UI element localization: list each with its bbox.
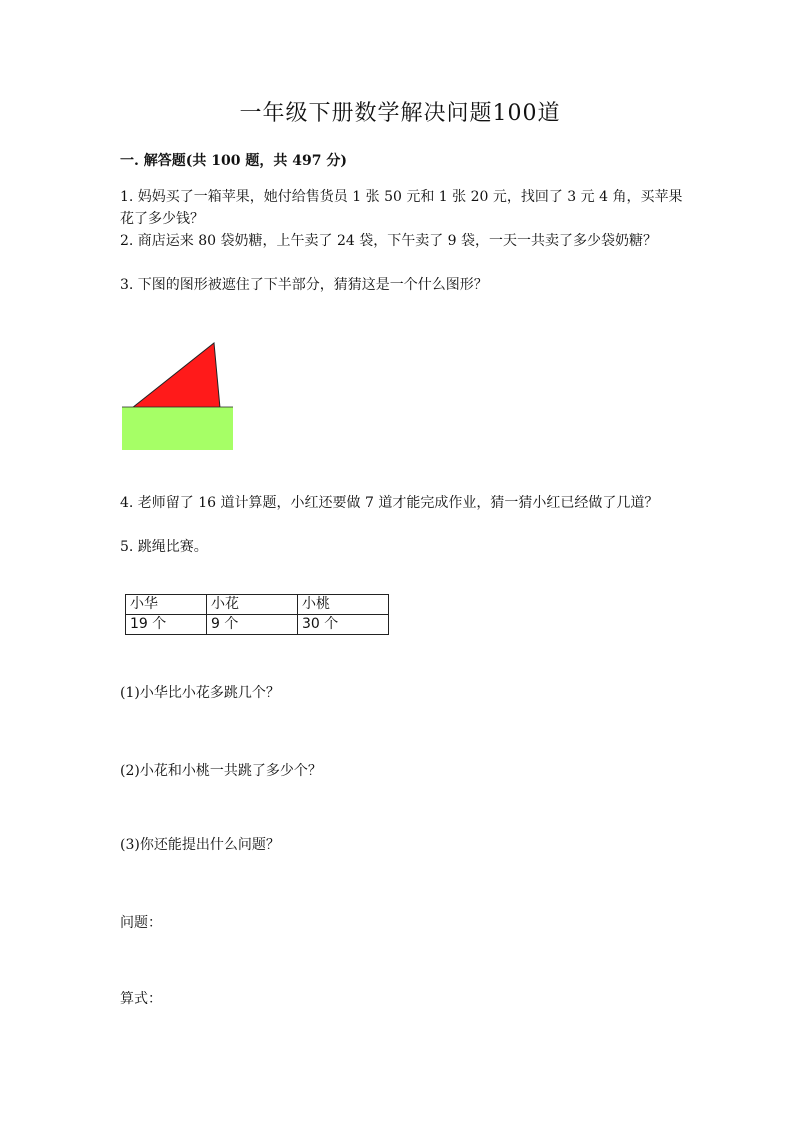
question-4: 4. 老师留了 16 道计算题，小红还要做 7 道才能完成作业，猜一猜小红已经做了几道？ [120,495,659,511]
page-title: 一年级下册数学解决问题100道 [239,101,561,126]
sub-question-3: (3)你还能提出什么问题？ [120,837,280,853]
table-header-row [126,595,389,615]
question-2: 2. 商店运来 80 袋奶糖，上午卖了 24 袋，下午卖了 9 袋，一天一共卖了多少袋奶糖？ [120,233,658,249]
question-5: 5. 跳绳比赛。 [120,539,208,555]
hidden-shape-figure [120,340,235,452]
red-triangle-shape [132,343,220,408]
question-1: 1. 妈妈买了一箱苹果，她付给售货员 1 张 50 元和 1 张 20 元，找回了 3 元 4 角，买苹果花了多少钱？ [120,189,683,227]
table-cell: 9 个 [207,615,298,635]
table-header-cell: 小花 [207,595,298,615]
answer-formula-label: 算式： [120,991,162,1007]
jump-rope-table [125,594,389,635]
green-cover-rect [122,407,233,450]
table-header-cell: 小华 [126,595,207,615]
section-heading: 一. 解答题(共 100 题，共 497 分) [120,153,347,169]
table-cell: 19 个 [126,615,207,635]
sub-question-2: (2)小花和小桃一共跳了多少个？ [120,763,322,779]
table-header-cell: 小桃 [298,595,389,615]
question-3: 3. 下图的图形被遮住了下半部分，猜猜这是一个什么图形？ [120,277,488,293]
answer-question-label: 问题： [120,915,162,931]
table-cell: 30 个 [298,615,389,635]
table-row [126,615,389,635]
sub-question-1: (1)小华比小花多跳几个？ [120,685,280,701]
